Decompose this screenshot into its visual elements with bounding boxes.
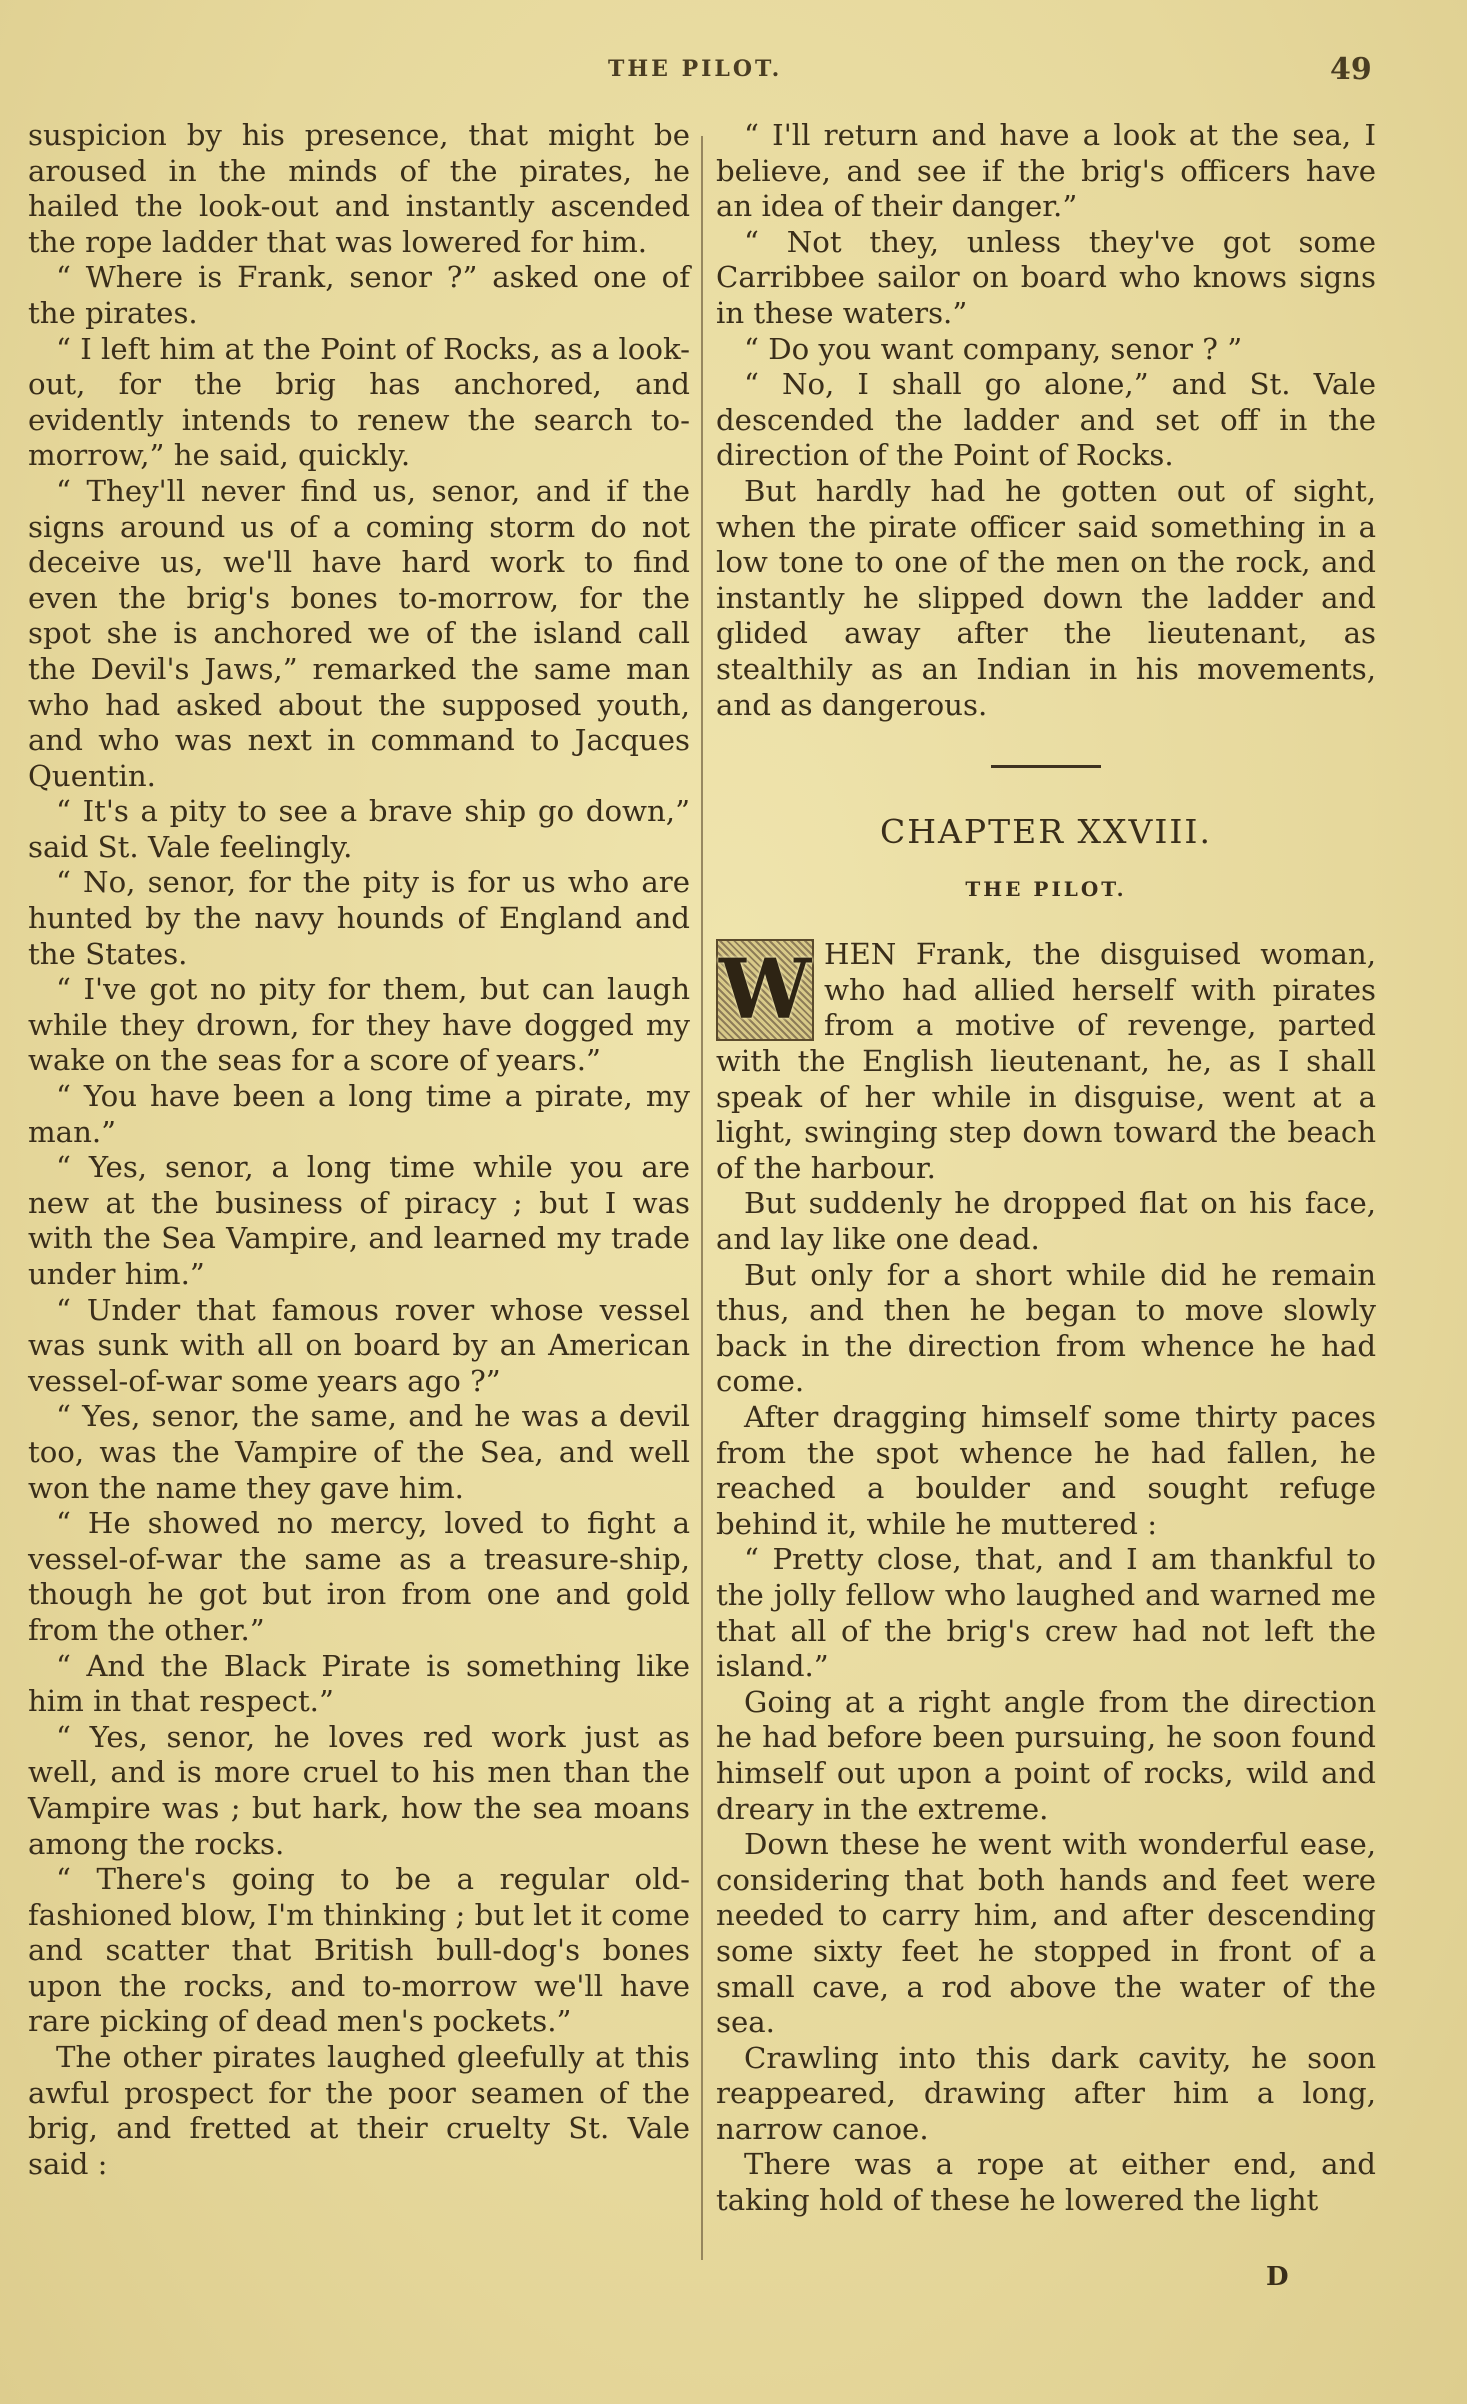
paragraph: “ Yes, senor, he loves red work just as well, and is more cruel to his men than the Vampire was ; but hark, how the sea moans among the rocks.	[28, 1719, 690, 1861]
signature-mark: D	[1266, 2262, 1289, 2292]
column-divider	[701, 136, 703, 2260]
paragraph: There was a rope at either end, and taking hold of these he lowered the light	[716, 2147, 1376, 2218]
paragraph: But suddenly he dropped flat on his face, and lay like one dead.	[716, 1186, 1376, 1257]
paragraph: “ No, I shall go alone,” and St. Vale descended the ladder and set off in the direction of the Point of Rocks.	[716, 367, 1376, 473]
drop-cap	[716, 939, 814, 1041]
running-title: THE PILOT.	[608, 56, 783, 82]
paragraph: suspicion by his presence, that might be aroused in the minds of the pirates, he hailed the look-out and instantly ascended the rope ladder that was lowered for him.	[28, 118, 690, 259]
paragraph: Down these he went with wonderful ease, considering that both hands and feet were needed to carry him, and after descending some sixty feet he stopped in front of a small cave, a rod above the water of the sea.	[716, 1827, 1376, 2040]
page-number: 49	[1330, 52, 1372, 87]
paragraph: “ I left him at the Point of Rocks, as a look-out, for the brig has anchored, and evidently intends to renew the search to-morrow,” he said, quickly.	[28, 331, 690, 473]
running-head	[0, 52, 1467, 92]
paragraph: “ Pretty close, that, and I am thankful to the jolly fellow who laughed and warned me that all of the brig's crew had not left the island.”	[716, 1542, 1376, 1684]
section-divider	[991, 765, 1101, 768]
paragraph: “ Not they, unless they've got some Carribbee sailor on board who knows signs in these waters.”	[716, 224, 1376, 330]
paragraph: After dragging himself some thirty paces from the spot whence he had fallen, he reached a boulder and sought refuge behind it, while he muttered :	[716, 1400, 1376, 1541]
paragraph: The other pirates laughed gleefully at this awful prospect for the poor seamen of the brig, and fretted at their cruelty St. Vale said :	[28, 2040, 690, 2181]
paragraph: But hardly had he gotten out of sight, when the pirate officer said something in a low tone to one of the men on the rock, and instantly he slipped down the ladder and glided away after the lieutenant, as stealthily as an Indian in his movements, and as dangerous.	[716, 473, 1376, 722]
paragraph: “ No, senor, for the pity is for us who are hunted by the navy hounds of England and the States.	[28, 865, 690, 971]
chapter-subtitle: THE PILOT.	[965, 876, 1127, 901]
paragraph: “ Where is Frank, senor ?” asked one of the pirates.	[28, 260, 690, 330]
drop-cap-letter: W	[718, 942, 812, 1039]
paragraph: “ Under that famous rover whose vessel was sunk with all on board by an American vessel-of-war some years ago ?”	[28, 1292, 690, 1398]
chapter-title: CHAPTER XXVIII.	[880, 812, 1212, 852]
paragraph: “ He showed no mercy, loved to fight a vessel-of-war the same as a treasure-ship, though he got but iron from one and gold from the other.”	[28, 1506, 690, 1647]
paragraph: “ And the Black Pirate is something like him in that respect.”	[28, 1648, 690, 1719]
right-column	[716, 118, 1376, 2219]
chapter-opening-paragraph	[716, 937, 1376, 1186]
opening-text: HEN Frank, the disguised woman, who had allied herself with pirates from a motive of revenge, parted with the English lieutenant, he, as I shall speak of her while in disguise, went at a light, swinging step down toward the beach of the harbour.	[716, 937, 1376, 1185]
paragraph: “ It's a pity to see a brave ship go down,” said St. Vale feelingly.	[28, 794, 690, 864]
paragraph: Crawling into this dark cavity, he soon reappeared, drawing after him a long, narrow canoe.	[716, 2040, 1376, 2146]
left-column	[28, 118, 690, 2182]
paragraph: “ Yes, senor, the same, and he was a devil too, was the Vampire of the Sea, and well won the name they gave him.	[28, 1399, 690, 1505]
paragraph: “ I'll return and have a look at the sea, I believe, and see if the brig's officers have an idea of their danger.”	[716, 118, 1376, 224]
paragraph: “ Do you want company, senor ? ”	[744, 331, 1243, 366]
paragraph: “ Yes, senor, a long time while you are new at the business of piracy ; but I was with the Sea Vampire, and learned my trade under him.”	[28, 1150, 690, 1291]
paragraph: “ You have been a long time a pirate, my man.”	[28, 1079, 690, 1149]
paragraph: “ I've got no pity for them, but can laugh while they drown, for they have dogged my wake on the seas for a score of years.”	[28, 972, 690, 1078]
paragraph: But only for a short while did he remain thus, and then he began to move slowly back in the direction from whence he had come.	[716, 1257, 1376, 1399]
paragraph: “ They'll never find us, senor, and if the signs around us of a coming storm do not deceive us, we'll have hard work to find even the brig's bones to-morrow, for the spot she is anchored we of the island call the Devil's Jaws,” remarked the same man who had asked about the supposed youth, and who was next in command to Jacques Quentin.	[28, 473, 690, 793]
paragraph: “ There's going to be a regular old-fashioned blow, I'm thinking ; but let it come and scatter that British bull-dog's bones upon the rocks, and to-morrow we'll have rare picking of dead men's pockets.”	[28, 1862, 690, 2039]
paragraph: Going at a right angle from the direction he had before been pursuing, he soon found himself out upon a point of rocks, wild and dreary in the extreme.	[716, 1684, 1376, 1826]
